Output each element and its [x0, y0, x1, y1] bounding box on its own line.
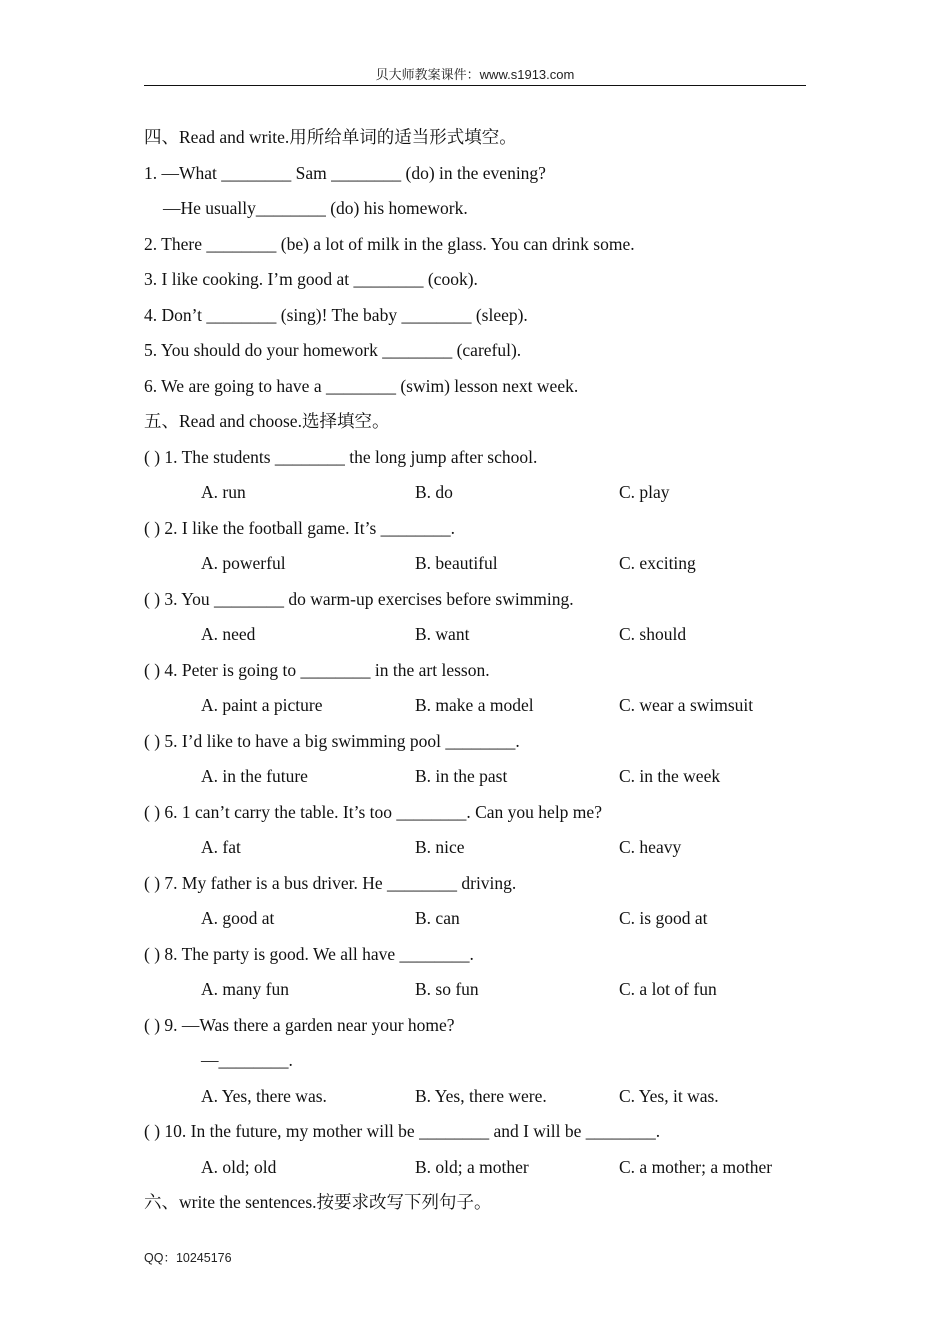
option-c: C. in the week: [619, 766, 721, 786]
option-a: A. need: [201, 624, 256, 644]
fill-item-6: 6. We are going to have a ________ (swim) lesson next week.: [144, 375, 579, 396]
option-a: A. many fun: [201, 979, 289, 999]
section-5-title: 五、Read and choose.选择填空。: [144, 411, 390, 431]
option-b: B. want: [415, 624, 470, 644]
option-a: A. paint a picture: [201, 695, 323, 715]
option-c: C. Yes, it was.: [619, 1085, 719, 1106]
option-c: C. heavy: [619, 837, 682, 857]
question-7-options: [144, 901, 824, 937]
fill-item-1: 1. —What ________ Sam ________ (do) in the evening?: [144, 162, 546, 183]
question-9-answer-line: —________.: [201, 1050, 293, 1070]
option-c: C. a mother; a mother: [619, 1156, 773, 1177]
header-divider: [144, 85, 806, 86]
page-header: 贝大师教案课件：www.s1913.com: [375, 67, 575, 82]
question-5: ( ) 5. I’d like to have a big swimming pool ________.: [144, 730, 520, 751]
option-a: A. in the future: [201, 766, 308, 786]
section-4-title: 四、Read and write.用所给单词的适当形式填空。: [144, 127, 517, 147]
question-1-options: [144, 475, 824, 511]
question-3-options: [144, 617, 824, 653]
option-b: B. nice: [415, 837, 465, 857]
question-10: ( ) 10. In the future, my mother will be ________ and I will be ________.: [144, 1121, 661, 1141]
option-b: B. old; a mother: [415, 1156, 529, 1177]
section-6-title: 六、write the sentences.按要求改写下列句子。: [144, 1192, 492, 1212]
option-c: C. play: [619, 482, 670, 502]
fill-item-3: 3. I like cooking. I’m good at ________ (cook).: [144, 269, 478, 289]
option-c: C. a lot of fun: [619, 979, 717, 999]
option-c: C. wear a swimsuit: [619, 695, 754, 715]
option-a: A. Yes, there was.: [201, 1085, 327, 1106]
question-7: ( ) 7. My father is a bus driver. He ________ driving.: [144, 872, 517, 893]
question-10-options: [144, 1150, 824, 1186]
option-b: B. in the past: [415, 766, 508, 786]
option-a: A. run: [201, 482, 246, 502]
question-1: ( ) 1. The students ________ the long jump after school.: [144, 446, 538, 467]
worksheet-body: [144, 120, 824, 1221]
option-b: B. beautiful: [415, 553, 498, 573]
question-4: ( ) 4. Peter is going to ________ in the art lesson.: [144, 659, 490, 680]
page-footer: QQ：10245176: [144, 1251, 232, 1265]
option-b: B. so fun: [415, 979, 479, 999]
question-9-options: [144, 1079, 824, 1115]
option-c: C. exciting: [619, 553, 696, 573]
option-c: C. should: [619, 624, 687, 644]
fill-item-1-answer: —He usually________ (do) his homework.: [163, 198, 468, 218]
option-b: B. can: [415, 908, 460, 928]
question-8: ( ) 8. The party is good. We all have ________.: [144, 943, 474, 964]
fill-item-2: 2. There ________ (be) a lot of milk in the glass. You can drink some.: [144, 233, 635, 254]
question-8-options: [144, 972, 824, 1008]
option-b: B. Yes, there were.: [415, 1085, 547, 1106]
question-9: ( ) 9. —Was there a garden near your home?: [144, 1014, 455, 1035]
option-a: A. good at: [201, 908, 275, 928]
question-5-options: [144, 759, 824, 795]
question-4-options: [144, 688, 824, 724]
option-a: A. powerful: [201, 553, 286, 573]
option-b: B. do: [415, 482, 453, 502]
question-6: ( ) 6. 1 can’t carry the table. It’s too ________. Can you help me?: [144, 801, 602, 822]
option-a: A. old; old: [201, 1156, 277, 1177]
option-c: C. is good at: [619, 908, 708, 928]
fill-item-4: 4. Don’t ________ (sing)! The baby ________ (sleep).: [144, 304, 528, 325]
option-b: B. make a model: [415, 695, 534, 715]
question-3: ( ) 3. You ________ do warm-up exercises before swimming.: [144, 588, 574, 609]
option-a: A. fat: [201, 837, 241, 857]
question-6-options: [144, 830, 824, 866]
question-2-options: [144, 546, 824, 582]
question-2: ( ) 2. I like the football game. It’s ________.: [144, 517, 456, 538]
fill-item-5: 5. You should do your homework ________ (careful).: [144, 340, 522, 360]
